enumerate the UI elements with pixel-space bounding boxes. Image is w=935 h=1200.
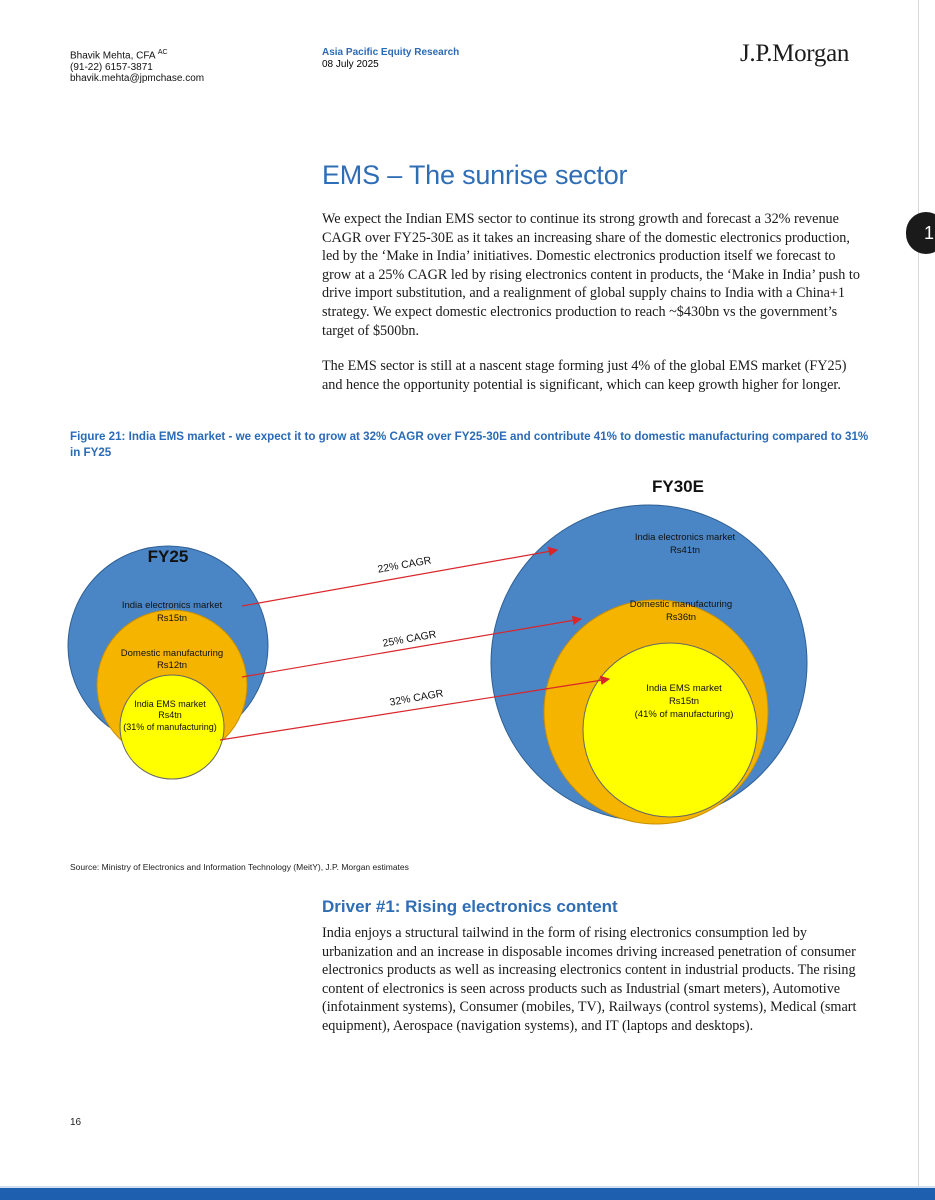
fy30e-ems-value: Rs15tn [668,696,700,707]
jpmorgan-logo: J.P.Morgan [740,40,850,67]
figure-source: Source: Ministry of Electronics and Information Technology (MeitY), J.P. Morgan estimates [70,862,409,872]
side-page-badge[interactable]: 1 [906,212,935,254]
manufacturing-cagr-label: 25% CAGR [381,628,438,650]
author-email[interactable]: bhavik.mehta@jpmchase.com [70,73,205,85]
fy30e-ems-note: (41% of manufacturing) [634,709,734,720]
fy30e-manufacturing-label: Domestic manufacturing [629,599,733,610]
report-series-block [322,47,459,70]
bottom-toolbar-strip [0,1188,935,1200]
section-paragraph-1: We expect the Indian EMS sector to continue its strong growth and forecast a 32% revenue CAGR over FY25-30E as it takes an increasing share of the domestic electronics production, led by the ‘Make in India’ initiatives. Domestic electronics production itself we forecast to grow at a 25% CAGR led by rising electronics content in products, the ‘Make in India’ push to drive import substitution, and a realignment of global supply chains to India with a China+1 strategy. We expect domestic electronics production to reach ~$430bn vs the government’s target of $500bn. [322,211,860,339]
author-block [70,47,204,85]
series-name: Asia Pacific Equity Research [322,47,460,58]
fy30e-manufacturing-value: Rs36tn [665,612,697,623]
driver-title: Driver #1: Rising electronics content [322,897,618,916]
fy30e-title: FY30E [652,477,704,496]
electronics-cagr-label: 22% CAGR [376,554,433,576]
author-name: Bhavik Mehta, CFA [70,50,156,62]
author-suffix: AC [157,49,168,56]
section-title: EMS – The sunrise sector [322,160,628,190]
page-number: 16 [70,1117,82,1128]
figure-caption: Figure 21: India EMS market - we expect it to grow at 32% CAGR over FY25-30E and contribute 41% to domestic manufacturing compared to 31% in FY25 [70,430,869,459]
fy25-electronics-label: India electronics market [121,600,223,611]
section-paragraph-2: The EMS sector is still at a nascent stage forming just 4% of the global EMS market (FY25) and hence the opportunity potential is significant, which can keep growth higher for longer. [322,358,847,393]
fy30e-ems-label: India EMS market [646,683,722,694]
ems-market-chart [60,470,860,860]
driver-paragraph: India enjoys a structural tailwind in the form of rising electronics consumption led by urbanization and an increase in disposable incomes driving increased penetration of consumer electronics products as well as increasing electronics content in industrial products. The rising content of electronics is seen across products such as Industrial (smart meters), Automotive (infotainment systems), Consumer (mobiles, TV), Railways (control systems), Medical (smart equipment), Aerospace (navigation systems), and IT (laptops and desktops). [322,925,857,1034]
fy25-ems-label: India EMS market [134,699,206,709]
fy30e-electronics-value: Rs41tn [669,545,701,556]
fy30e-ems-circle [583,643,757,817]
report-date: 08 July 2025 [322,58,379,70]
fy25-manufacturing-value: Rs12tn [156,660,188,671]
fy25-title: FY25 [147,547,189,566]
ems-cagr-label: 32% CAGR [388,687,445,709]
fy30e-electronics-label: India electronics market [634,532,736,543]
fy25-ems-note: (31% of manufacturing) [123,722,217,732]
fy25-ems-value: Rs4tn [158,710,182,720]
fy25-electronics-value: Rs15tn [156,613,188,624]
author-phone: (91-22) 6157-3871 [70,61,153,73]
fy25-manufacturing-label: Domestic manufacturing [120,648,224,659]
